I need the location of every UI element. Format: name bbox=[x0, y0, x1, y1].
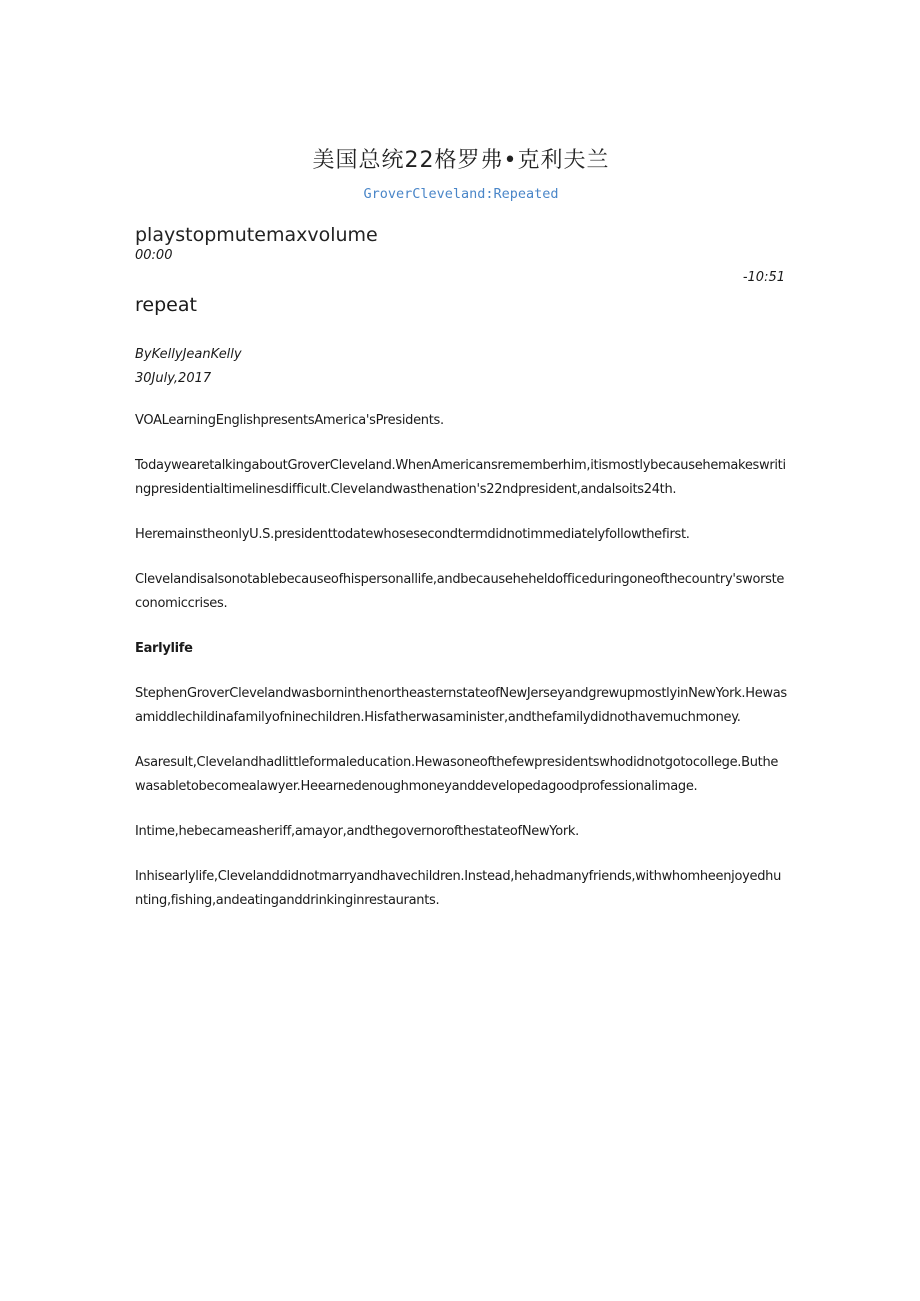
article-paragraph: HeremainstheonlyU.S.presidenttodatewhosesecondtermdidnotimmediatelyfollowthefirst. bbox=[135, 527, 690, 542]
byline-date: 30July,2017 bbox=[135, 371, 212, 386]
article-paragraph: Asaresult,Clevelandhadlittleformaleducation.Hewasoneofthefewpresidentswhodidnotgotocollege.Buthewasabletobecomealawyer.Heearnedenoughmoneyanddevelopedagoodprofessionalimage. bbox=[135, 755, 779, 794]
article-paragraph: Inhisearlylife,Clevelanddidnotmarryandhavechildren.Instead,hehadmanyfriends,withwhomheenjoyedhunting,fishing,andeatinganddrinkinginrestaurants. bbox=[135, 869, 782, 908]
player-controls-text[interactable]: playstopmutemaxvolume bbox=[135, 224, 378, 246]
player-remaining-time: -10:51 bbox=[742, 270, 785, 285]
article-paragraph: VOALearningEnglishpresentsAmerica'sPresidents. bbox=[135, 413, 444, 428]
article-body bbox=[135, 409, 787, 934]
article-paragraph: TodaywearetalkingaboutGroverCleveland.WhenAmericansrememberhim,itismostlybecausehemakeswritingpresidentialtimelinesdifficult.Clevelandwasthenation's22ndpresident,andalsoits24th. bbox=[135, 458, 786, 497]
byline bbox=[135, 343, 242, 391]
byline-author: ByKellyJeanKelly bbox=[135, 347, 242, 362]
section-heading: Earlylife bbox=[135, 641, 193, 656]
article-paragraph: Intime,hebecameasheriff,amayor,andthegovernorofthestateofNewYork. bbox=[135, 824, 579, 839]
player-elapsed-time: 00:00 bbox=[135, 248, 173, 263]
article-paragraph: Clevelandisalsonotablebecauseofhispersonallife,andbecauseheheldofficeduringoneofthecountry'sworsteconomiccrises. bbox=[135, 572, 785, 611]
page-subtitle-english: GroverCleveland:Repeated bbox=[363, 186, 559, 202]
page-title-chinese: 美国总统22格罗弗•克利夫兰 bbox=[312, 148, 610, 173]
article-paragraph: StephenGroverClevelandwasborninthenortheasternstateofNewJerseyandgrewupmostlyinNewYork.Hewasamiddlechildinafamilyofninechildren.Hisfatherwasaminister,andthefamilydidnothavemuchmoney. bbox=[135, 686, 787, 725]
player-repeat-toggle[interactable]: repeat bbox=[135, 294, 197, 316]
